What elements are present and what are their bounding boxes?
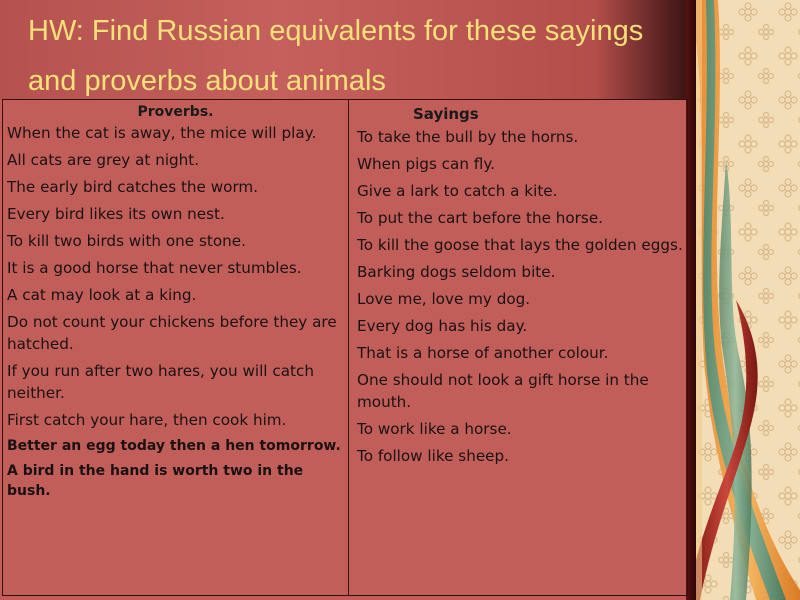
- saying-item: When pigs can fly.: [357, 155, 496, 173]
- proverb-item: To kill two birds with one stone.: [7, 232, 246, 250]
- saying-item: To kill the goose that lays the golden eggs.: [357, 236, 683, 254]
- proverb-item: Every bird likes its own nest.: [7, 205, 225, 223]
- saying-item: That is a horse of another colour.: [357, 344, 609, 362]
- proverbs-sayings-table: [2, 99, 688, 596]
- saying-item: Barking dogs seldom bite.: [357, 263, 556, 281]
- floral-ribbon-decoration: [696, 0, 800, 600]
- proverb-item: A bird in the hand is worth two in the bush.: [7, 463, 304, 499]
- proverbs-heading: Proverbs.: [137, 104, 214, 120]
- proverb-item: A cat may look at a king.: [7, 286, 197, 304]
- proverb-item: If you run after two hares, you will catch neither.: [7, 362, 314, 402]
- saying-item: Every dog has his day.: [357, 317, 528, 335]
- saying-item: To put the cart before the horse.: [357, 209, 604, 227]
- sayings-list: [357, 126, 683, 467]
- proverb-item: Better an egg today then a hen tomorrow.: [7, 438, 341, 454]
- saying-item: To follow like sheep.: [357, 447, 509, 465]
- saying-item: To take the bull by the horns.: [357, 128, 579, 146]
- proverb-item: All cats are grey at night.: [7, 151, 200, 169]
- saying-item: One should not look a gift horse in the mouth.: [357, 371, 649, 411]
- proverb-item: First catch your hare, then cook him.: [7, 411, 287, 429]
- proverb-item: When the cat is away, the mice will play.: [7, 124, 317, 142]
- proverb-item: The early bird catches the worm.: [7, 178, 259, 196]
- proverbs-list: [7, 122, 344, 501]
- saying-item: Give a lark to catch a kite.: [357, 182, 558, 200]
- proverbs-column: [3, 100, 349, 595]
- sayings-heading: Sayings: [413, 105, 479, 123]
- saying-item: To work like a horse.: [357, 420, 512, 438]
- saying-item: Love me, love my dog.: [357, 290, 531, 308]
- proverb-item: Do not count your chickens before they are hatched.: [7, 313, 337, 353]
- slide-title: HW: Find Russian equivalents for these sayings and proverbs about animals: [28, 15, 644, 97]
- proverb-item: It is a good horse that never stumbles.: [7, 259, 302, 277]
- sayings-column: [349, 100, 687, 595]
